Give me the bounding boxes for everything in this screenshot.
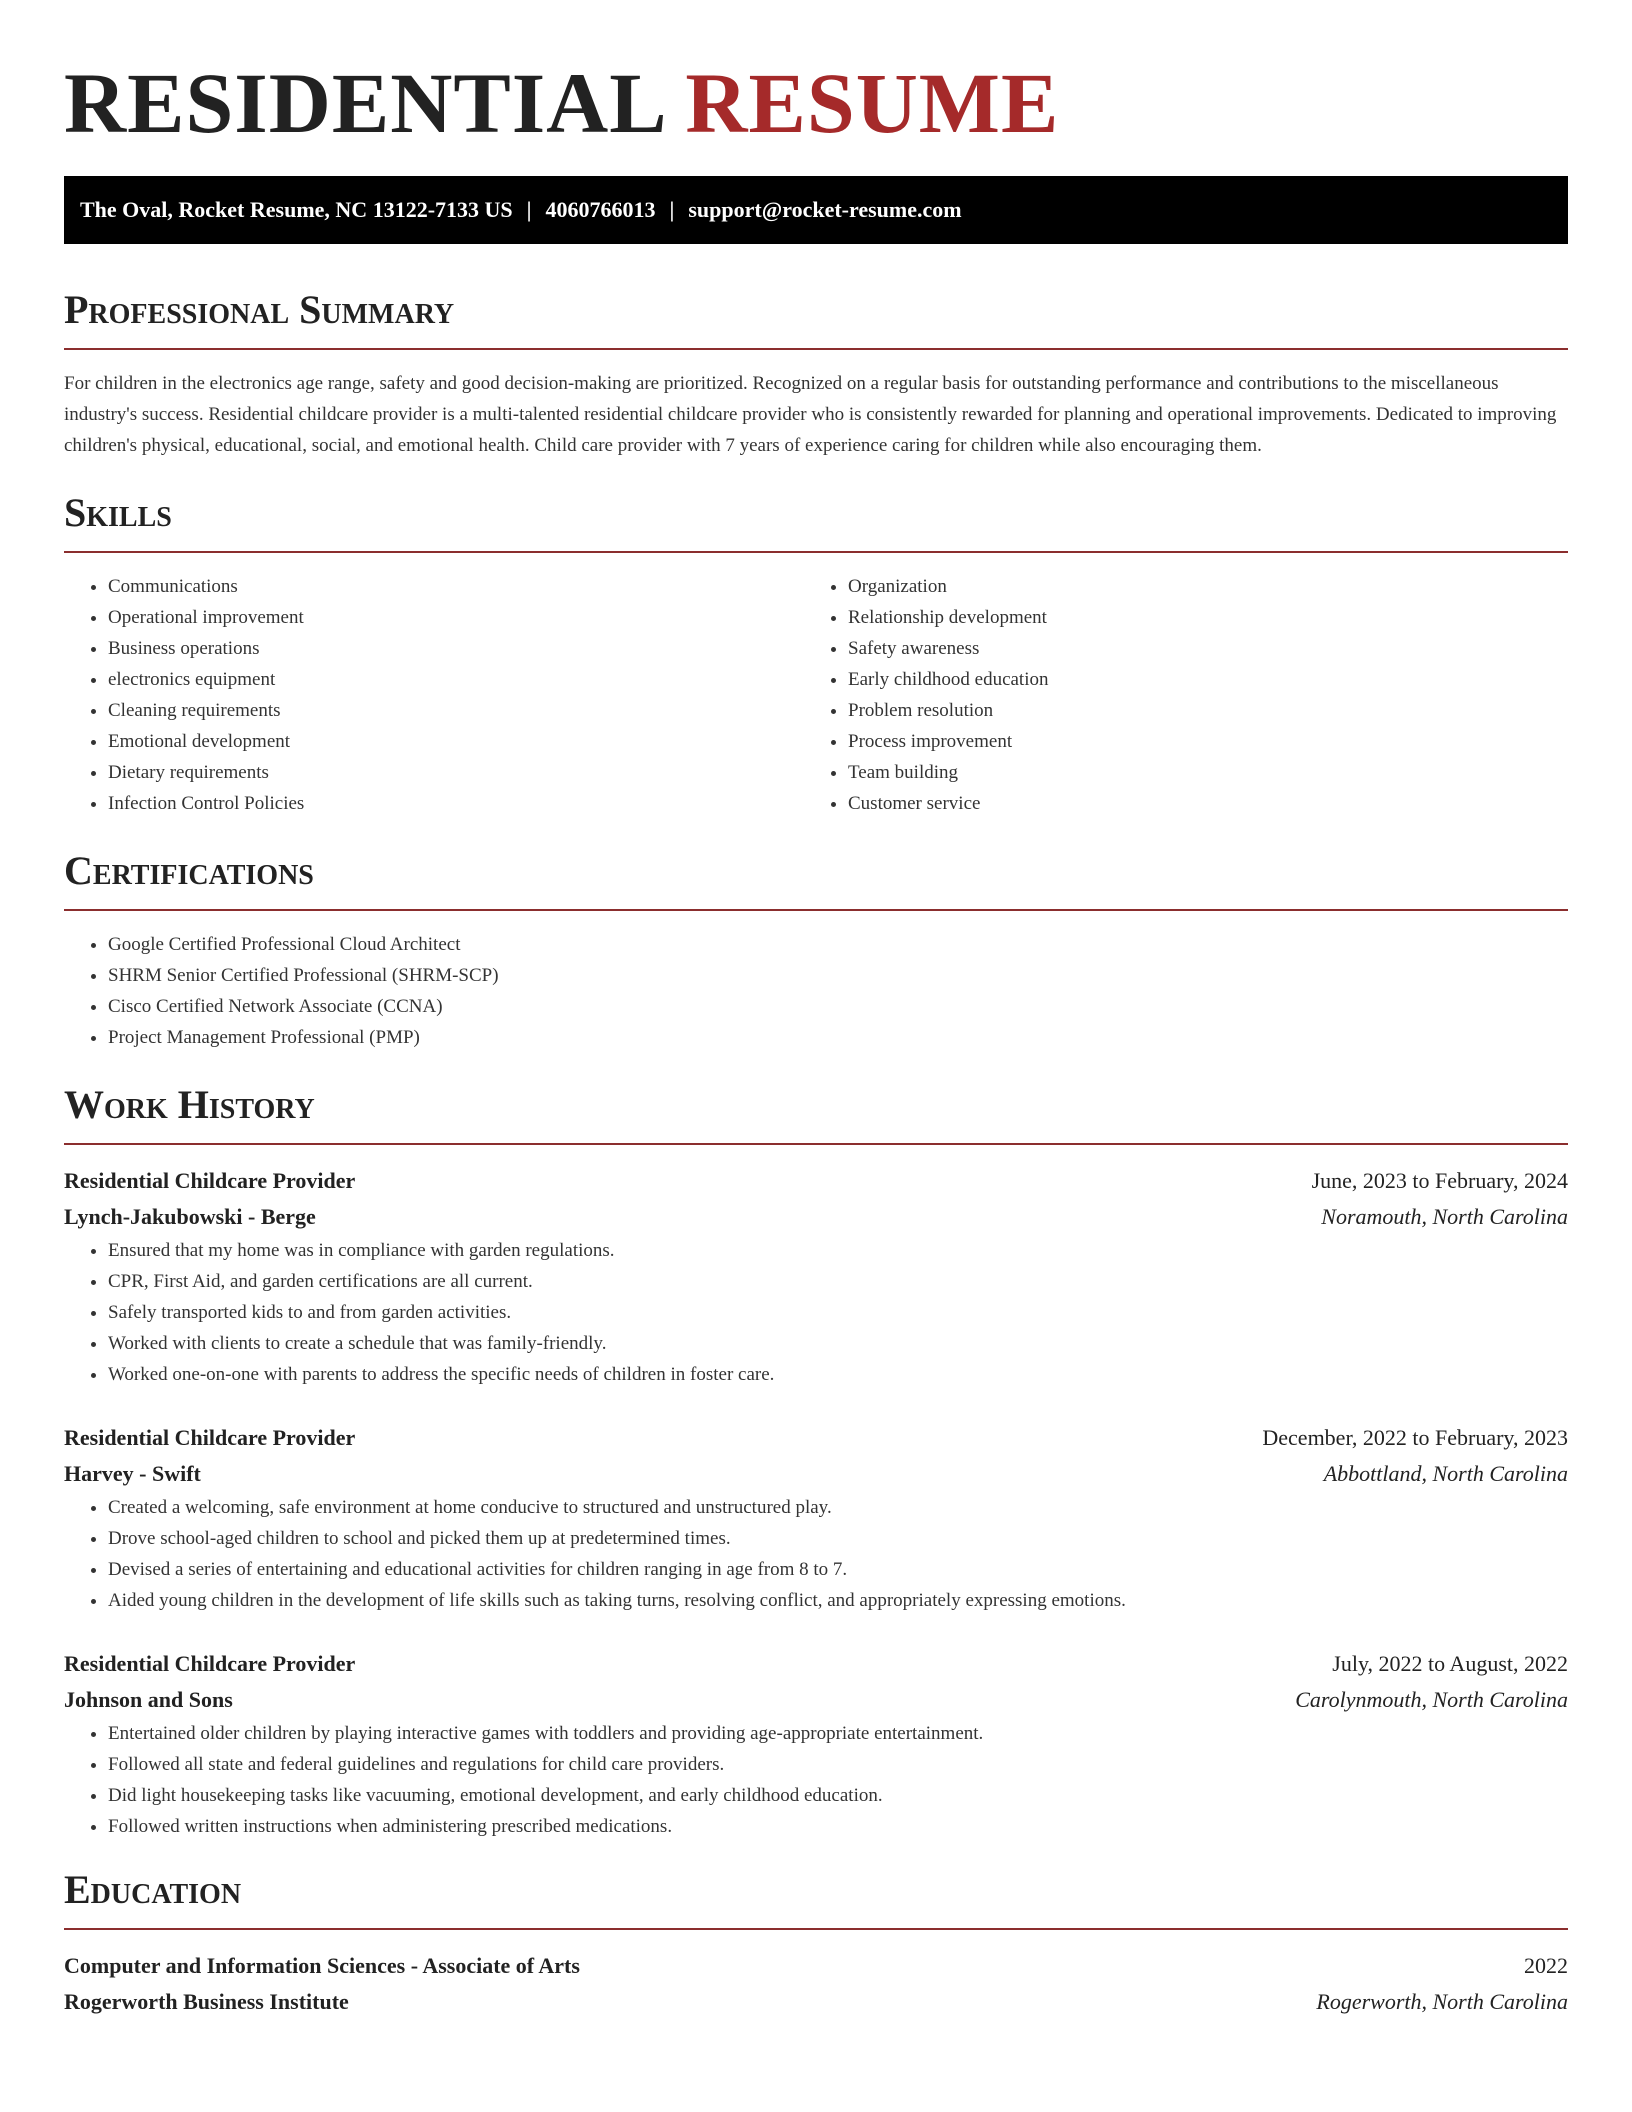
job-bullet: • Worked with clients to create a schedule that was family-friendly.	[108, 1328, 1568, 1359]
job-bullet: • Did light housekeeping tasks like vacuuming, emotional development, and early childhood education.	[108, 1780, 1568, 1811]
job-company-row	[64, 1199, 1568, 1235]
job-location: Abbottland, North Carolina	[1323, 1461, 1568, 1486]
skills-list-left	[64, 571, 804, 819]
job-bullet: • Ensured that my home was in compliance with garden regulations.	[108, 1235, 1568, 1266]
job-bullet: • Worked one-on-one with parents to address the specific needs of children in foster care.	[108, 1359, 1568, 1390]
education-year: 2022	[1524, 1953, 1568, 1978]
skills-section	[64, 489, 1568, 819]
job-location: Carolynmouth, North Carolina	[1295, 1687, 1568, 1712]
job-company-row	[64, 1682, 1568, 1718]
section-heading-certifications: Certifications	[64, 848, 314, 893]
job-dates: June, 2023 to February, 2024	[1311, 1168, 1568, 1193]
job-header-row	[64, 1420, 1568, 1456]
job-header-row	[64, 1163, 1568, 1199]
education-school-row	[64, 1984, 1568, 2020]
job-entry	[64, 1420, 1568, 1616]
skill-item: • Process improvement	[848, 726, 1568, 757]
job-bullet: • Safely transported kids to and from garden activities.	[108, 1297, 1568, 1328]
skill-item: • Relationship development	[848, 602, 1568, 633]
job-header-row	[64, 1646, 1568, 1682]
education-section	[64, 1866, 1568, 2020]
job-bullet: • Drove school-aged children to school and picked them up at predetermined times.	[108, 1523, 1568, 1554]
work-history-section	[64, 1081, 1568, 1842]
skill-item: • Business operations	[108, 633, 804, 664]
job-bullet: • Entertained older children by playing interactive games with toddlers and providing age-appropriate entertainment.	[108, 1718, 1568, 1749]
section-heading-summary: Professional Summary	[64, 287, 455, 332]
education-header-row	[64, 1948, 1568, 1984]
skill-item: • Dietary requirements	[108, 757, 804, 788]
job-entry	[64, 1163, 1568, 1390]
contact-bar	[64, 176, 1568, 244]
certification-item: • SHRM Senior Certified Professional (SHRM-SCP)	[108, 960, 1568, 991]
education-degree: Computer and Information Sciences - Associate of Arts	[64, 1953, 580, 1978]
job-bullet: • Followed all state and federal guidelines and regulations for child care providers.	[108, 1749, 1568, 1780]
certification-item: • Project Management Professional (PMP)	[108, 1022, 1568, 1053]
title-main: RESIDENTIAL	[64, 55, 663, 151]
job-company: Johnson and Sons	[64, 1687, 233, 1712]
job-company: Lynch-Jakubowski - Berge	[64, 1204, 316, 1229]
summary-text: For children in the electronics age range, safety and good decision-making are prioritized. Recognized on a regular basis for outstanding performance and contributions to the miscellaneous industry's success. Residential childcare provider is a multi-talented residential childcare provider who is consistently rewarded for planning and operational improvements. Dedicated to improving children's physical, educational, social, and emotional health. Child care provider with 7 years of experience caring for children while also encouraging them.	[64, 373, 1557, 456]
certification-item: • Google Certified Professional Cloud Architect	[108, 929, 1568, 960]
skill-item: • electronics equipment	[108, 664, 804, 695]
job-title: Residential Childcare Provider	[64, 1651, 356, 1676]
job-location: Noramouth, North Carolina	[1321, 1204, 1568, 1229]
contact-email[interactable]: support@rocket-resume.com	[688, 197, 962, 222]
skill-item: • Operational improvement	[108, 602, 804, 633]
job-bullet: • CPR, First Aid, and garden certifications are all current.	[108, 1266, 1568, 1297]
skill-item: • Cleaning requirements	[108, 695, 804, 726]
job-dates: December, 2022 to February, 2023	[1262, 1425, 1568, 1450]
job-company-row	[64, 1456, 1568, 1492]
section-divider	[64, 909, 1568, 911]
skill-item: • Organization	[848, 571, 1568, 602]
job-bullets	[64, 1492, 1568, 1616]
skill-item: • Communications	[108, 571, 804, 602]
section-divider	[64, 1143, 1568, 1145]
title-accent: RESUME	[685, 55, 1060, 151]
job-entry	[64, 1646, 1568, 1842]
section-heading-education: Education	[64, 1867, 242, 1912]
skills-list-right	[804, 571, 1568, 819]
section-heading-skills: Skills	[64, 490, 172, 535]
job-bullets	[64, 1718, 1568, 1842]
resume-title	[64, 0, 1568, 176]
section-divider	[64, 551, 1568, 553]
section-divider	[64, 348, 1568, 350]
certifications-list	[64, 929, 1568, 1053]
education-school: Rogerworth Business Institute	[64, 1989, 349, 2014]
skill-item: • Infection Control Policies	[108, 788, 804, 819]
contact-address: The Oval, Rocket Resume, NC 13122-7133 US	[80, 197, 513, 222]
skill-item: • Safety awareness	[848, 633, 1568, 664]
certifications-section	[64, 847, 1568, 1053]
skill-item: • Team building	[848, 757, 1568, 788]
job-bullets	[64, 1235, 1568, 1390]
job-company: Harvey - Swift	[64, 1461, 201, 1486]
skill-item: • Customer service	[848, 788, 1568, 819]
contact-separator: |	[526, 197, 532, 222]
job-bullet: • Aided young children in the development of life skills such as taking turns, resolving conflict, and appropriately expressing emotions.	[108, 1585, 1568, 1616]
skill-item: • Emotional development	[108, 726, 804, 757]
education-location: Rogerworth, North Carolina	[1316, 1989, 1568, 2014]
skill-item: • Problem resolution	[848, 695, 1568, 726]
contact-phone[interactable]: 4060766013	[545, 197, 656, 222]
skills-grid	[64, 571, 1568, 819]
job-bullet: • Created a welcoming, safe environment at home conducive to structured and unstructured play.	[108, 1492, 1568, 1523]
section-divider	[64, 1928, 1568, 1930]
certification-item: • Cisco Certified Network Associate (CCNA)	[108, 991, 1568, 1022]
job-bullet: • Followed written instructions when administering prescribed medications.	[108, 1811, 1568, 1842]
contact-separator: |	[669, 197, 675, 222]
job-title: Residential Childcare Provider	[64, 1168, 356, 1193]
section-heading-work-history: Work History	[64, 1082, 315, 1127]
job-title: Residential Childcare Provider	[64, 1425, 356, 1450]
summary-section	[64, 286, 1568, 461]
job-dates: July, 2022 to August, 2022	[1332, 1651, 1568, 1676]
skill-item: • Early childhood education	[848, 664, 1568, 695]
job-bullet: • Devised a series of entertaining and educational activities for children ranging in age from 8 to 7.	[108, 1554, 1568, 1585]
